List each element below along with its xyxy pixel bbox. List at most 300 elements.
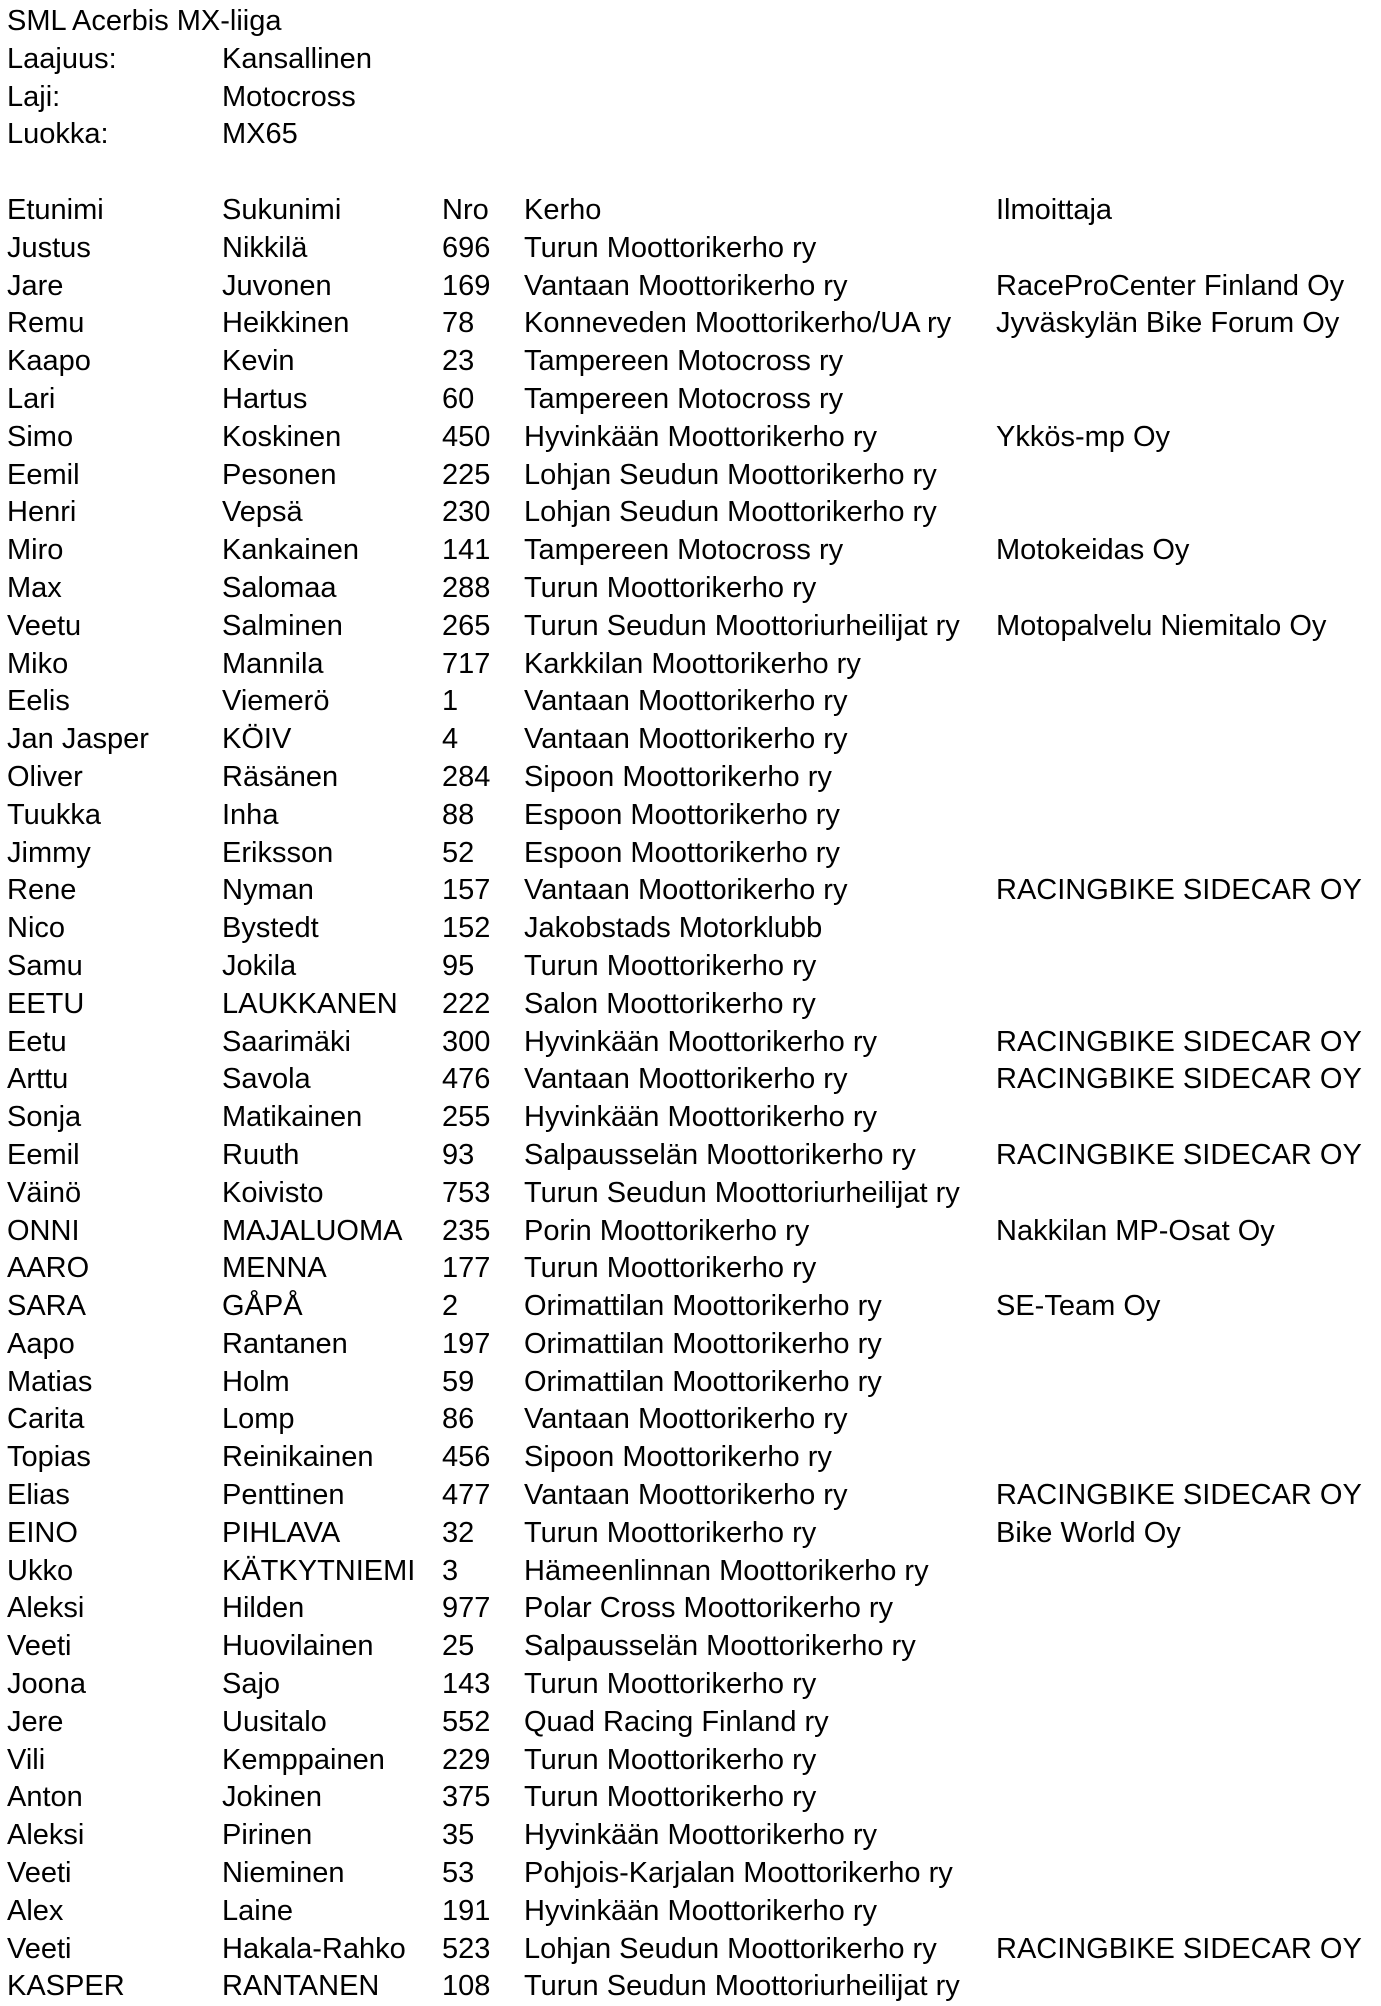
table-row [7,1779,1377,1817]
cell-entrant: RACINGBIKE SIDECAR OY [996,874,1362,907]
cell-club: Polar Cross Moottorikerho ry [524,1592,894,1625]
cell-first-name: AARO [7,1252,90,1285]
cell-last-name: Penttinen [222,1479,345,1512]
cell-first-name: Simo [7,420,74,453]
document [7,3,1377,2006]
cell-last-name: Lomp [222,1403,295,1436]
cell-first-name: Veeti [7,1932,72,1965]
cell-first-name: EETU [7,987,85,1020]
cell-entrant [996,721,1376,759]
cell-last-name: Räsänen [222,760,339,793]
cell-last-name: Mannila [222,647,324,680]
cell-first-name: Miko [7,647,69,680]
cell-last-name: Hilden [222,1592,305,1625]
cell-club: Orimattilan Moottorikerho ry [524,1290,882,1323]
table-row [7,1175,1377,1213]
cell-entrant [996,1817,1376,1855]
cell-entrant [996,1855,1376,1893]
cell-first-name: EINO [7,1516,78,1549]
cell-last-name: GÅPÅ [222,1290,303,1323]
cell-last-name: Hakala-Rahko [222,1932,406,1965]
table-row [7,1213,1377,1251]
header-last-name: Sukunimi [222,193,342,226]
cell-entrant: Motopalvelu Niemitalo Oy [996,609,1327,642]
cell-number: 52 [442,836,475,869]
cell-club: Tampereen Motocross ry [524,345,844,378]
cell-last-name: Huovilainen [222,1630,374,1663]
table-row [7,1439,1377,1477]
cell-entrant [996,948,1376,986]
cell-last-name: Koivisto [222,1176,324,1209]
cell-entrant: RACINGBIKE SIDECAR OY [996,1932,1362,1965]
cell-number: 222 [442,987,491,1020]
table-row [7,646,1377,684]
cell-club: Salpausselän Moottorikerho ry [524,1138,916,1171]
cell-first-name: Max [7,571,62,604]
cell-entrant [996,1628,1376,1666]
meta-label: Laajuus: [7,42,117,75]
cell-club: Turun Moottorikerho ry [524,1743,817,1776]
cell-entrant [996,683,1376,721]
cell-club: Orimattilan Moottorikerho ry [524,1365,882,1398]
table-row [7,1893,1377,1931]
cell-last-name: Laine [222,1894,293,1927]
cell-last-name: Reinikainen [222,1441,374,1474]
cell-last-name: Eriksson [222,836,334,869]
table-row [7,1288,1377,1326]
cell-last-name: Matikainen [222,1101,363,1134]
cell-number: 157 [442,874,491,907]
table-row [7,381,1377,419]
cell-entrant: Jyväskylän Bike Forum Oy [996,307,1340,340]
cell-number: 25 [442,1630,475,1663]
table-row [7,721,1377,759]
table-row [7,835,1377,873]
cell-first-name: Vili [7,1743,46,1776]
cell-club: Quad Racing Finland ry [524,1705,829,1738]
table-row [7,1024,1377,1062]
cell-club: Espoon Moottorikerho ry [524,836,840,869]
cell-entrant: Bike World Oy [996,1516,1181,1549]
cell-last-name: Kemppainen [222,1743,385,1776]
table-row [7,1061,1377,1099]
cell-number: 265 [442,609,491,642]
cell-entrant [996,1893,1376,1931]
cell-last-name: Juvonen [222,269,332,302]
cell-club: Hyvinkään Moottorikerho ry [524,1819,877,1852]
cell-first-name: Anton [7,1781,83,1814]
cell-club: Turun Seudun Moottoriurheilijat ry [524,1176,960,1209]
table-row [7,759,1377,797]
table-row [7,532,1377,570]
cell-club: Orimattilan Moottorikerho ry [524,1327,882,1360]
table-row [7,1590,1377,1628]
cell-first-name: Samu [7,949,83,982]
cell-number: 53 [442,1857,475,1890]
cell-entrant: RaceProCenter Finland Oy [996,269,1345,302]
table-row [7,683,1377,721]
cell-first-name: Jimmy [7,836,91,869]
table-row [7,1666,1377,1704]
cell-first-name: Topias [7,1441,91,1474]
cell-club: Karkkilan Moottorikerho ry [524,647,861,680]
cell-entrant [996,1590,1376,1628]
cell-entrant [996,646,1376,684]
cell-number: 288 [442,571,491,604]
cell-last-name: Rantanen [222,1327,348,1360]
cell-entrant [996,1175,1376,1213]
table-row [7,948,1377,986]
cell-number: 86 [442,1403,475,1436]
cell-last-name: Nieminen [222,1857,345,1890]
cell-number: 523 [442,1932,491,1965]
cell-number: 225 [442,458,491,491]
header-first-name: Etunimi [7,193,104,226]
cell-club: Konneveden Moottorikerho/UA ry [524,307,952,340]
table-row [7,305,1377,343]
cell-number: 78 [442,307,475,340]
cell-number: 95 [442,949,475,982]
cell-entrant [996,494,1376,532]
cell-last-name: Pesonen [222,458,337,491]
table-row [7,230,1377,268]
cell-first-name: Joona [7,1668,87,1701]
meta-row-sport [7,79,1377,117]
cell-last-name: RANTANEN [222,1970,380,2003]
cell-club: Salpausselän Moottorikerho ry [524,1630,916,1663]
cell-club: Turun Moottorikerho ry [524,1668,817,1701]
cell-entrant: RACINGBIKE SIDECAR OY [996,1138,1362,1171]
cell-number: 476 [442,1063,491,1096]
cell-club: Salon Moottorikerho ry [524,987,816,1020]
cell-number: 450 [442,420,491,453]
cell-entrant: SE-Team Oy [996,1290,1161,1323]
cell-number: 230 [442,496,491,529]
table-row [7,608,1377,646]
cell-first-name: ONNI [7,1214,80,1247]
cell-entrant [996,343,1376,381]
cell-last-name: Bystedt [222,912,319,945]
cell-last-name: Pirinen [222,1819,313,1852]
meta-row-scope [7,41,1377,79]
cell-club: Turun Moottorikerho ry [524,571,817,604]
table-row [7,494,1377,532]
cell-number: 35 [442,1819,475,1852]
cell-club: Turun Moottorikerho ry [524,949,817,982]
table-row [7,986,1377,1024]
cell-club: Tampereen Motocross ry [524,382,844,415]
table-row [7,570,1377,608]
cell-number: 552 [442,1705,491,1738]
cell-club: Porin Moottorikerho ry [524,1214,810,1247]
cell-entrant [996,759,1376,797]
cell-club: Vantaan Moottorikerho ry [524,723,848,756]
table-row [7,419,1377,457]
cell-entrant [996,1968,1376,2006]
cell-entrant: RACINGBIKE SIDECAR OY [996,1063,1362,1096]
cell-entrant: RACINGBIKE SIDECAR OY [996,1025,1362,1058]
cell-club: Lohjan Seudun Moottorikerho ry [524,1932,937,1965]
cell-last-name: Holm [222,1365,290,1398]
cell-first-name: Sonja [7,1101,82,1134]
cell-last-name: LAUKKANEN [222,987,398,1020]
cell-last-name: Uusitalo [222,1705,327,1738]
table-row [7,1477,1377,1515]
cell-entrant: RACINGBIKE SIDECAR OY [996,1479,1362,1512]
cell-first-name: Aleksi [7,1819,85,1852]
cell-number: 197 [442,1327,491,1360]
cell-number: 284 [442,760,491,793]
cell-first-name: Kaapo [7,345,91,378]
cell-club: Vantaan Moottorikerho ry [524,1063,848,1096]
cell-first-name: Oliver [7,760,83,793]
cell-last-name: Kankainen [222,534,360,567]
cell-first-name: Lari [7,382,56,415]
cell-entrant [996,1364,1376,1402]
cell-entrant [996,457,1376,495]
cell-last-name: Koskinen [222,420,342,453]
cell-number: 717 [442,647,491,680]
cell-entrant [996,570,1376,608]
cell-entrant [996,1666,1376,1704]
cell-club: Turun Seudun Moottoriurheilijat ry [524,1970,960,2003]
cell-first-name: Justus [7,231,91,264]
document-title: SML Acerbis MX-liiga [7,5,282,37]
cell-last-name: MAJALUOMA [222,1214,403,1247]
table-row [7,1742,1377,1780]
cell-number: 23 [442,345,475,378]
cell-first-name: Matias [7,1365,93,1398]
table-row [7,1553,1377,1591]
cell-entrant [996,230,1376,268]
cell-number: 152 [442,912,491,945]
cell-first-name: Tuukka [7,798,102,831]
meta-label: Luokka: [7,118,109,151]
cell-club: Hyvinkään Moottorikerho ry [524,1894,877,1927]
cell-first-name: Aleksi [7,1592,85,1625]
cell-club: Turun Moottorikerho ry [524,231,817,264]
cell-entrant [996,910,1376,948]
cell-club: Turun Seudun Moottoriurheilijat ry [524,609,960,642]
cell-number: 143 [442,1668,491,1701]
cell-entrant: Motokeidas Oy [996,534,1190,567]
header-number: Nro [442,193,489,226]
cell-number: 300 [442,1025,491,1058]
cell-first-name: Jere [7,1705,64,1738]
table-body [7,230,1377,2006]
table-row [7,910,1377,948]
cell-first-name: Veeti [7,1857,72,1890]
cell-first-name: Jare [7,269,64,302]
table-row [7,1250,1377,1288]
cell-number: 229 [442,1743,491,1776]
cell-club: Vantaan Moottorikerho ry [524,685,848,718]
table-row [7,1401,1377,1439]
cell-club: Turun Moottorikerho ry [524,1252,817,1285]
cell-entrant [996,1779,1376,1817]
cell-first-name: Remu [7,307,85,340]
cell-number: 977 [442,1592,491,1625]
cell-number: 375 [442,1781,491,1814]
cell-club: Turun Moottorikerho ry [524,1781,817,1814]
cell-entrant [996,1099,1376,1137]
table-row [7,268,1377,306]
cell-number: 141 [442,534,491,567]
table-row [7,343,1377,381]
cell-number: 59 [442,1365,475,1398]
spacer [7,154,1377,192]
table-row [7,797,1377,835]
table-row [7,1628,1377,1666]
cell-first-name: Veeti [7,1630,72,1663]
cell-entrant [996,835,1376,873]
cell-first-name: Jan Jasper [7,723,149,756]
cell-last-name: Nyman [222,874,314,907]
cell-number: 2 [442,1290,459,1323]
cell-last-name: Savola [222,1063,311,1096]
cell-first-name: Alex [7,1894,64,1927]
table-row [7,1855,1377,1893]
cell-club: Pohjois-Karjalan Moottorikerho ry [524,1857,953,1890]
table-row [7,1968,1377,2006]
cell-first-name: Arttu [7,1063,69,1096]
cell-number: 169 [442,269,491,302]
table-row [7,1364,1377,1402]
cell-club: Sipoon Moottorikerho ry [524,1441,832,1474]
table-row [7,457,1377,495]
cell-last-name: Ruuth [222,1138,300,1171]
cell-last-name: Jokinen [222,1781,322,1814]
cell-first-name: Aapo [7,1327,75,1360]
cell-last-name: Heikkinen [222,307,350,340]
cell-last-name: Hartus [222,382,308,415]
cell-last-name: Jokila [222,949,297,982]
cell-club: Vantaan Moottorikerho ry [524,1403,848,1436]
meta-value: Kansallinen [222,42,372,75]
cell-number: 477 [442,1479,491,1512]
cell-club: Turun Moottorikerho ry [524,1516,817,1549]
cell-entrant [996,986,1376,1024]
cell-club: Espoon Moottorikerho ry [524,798,840,831]
cell-number: 191 [442,1894,491,1927]
cell-club: Hyvinkään Moottorikerho ry [524,1025,877,1058]
cell-first-name: Väinö [7,1176,82,1209]
table-row [7,1817,1377,1855]
cell-last-name: Saarimäki [222,1025,351,1058]
table-row [7,1099,1377,1137]
header-club: Kerho [524,193,602,226]
cell-club: Hämeenlinnan Moottorikerho ry [524,1554,929,1587]
cell-first-name: Carita [7,1403,85,1436]
header-entrant: Ilmoittaja [996,193,1113,226]
table-row [7,872,1377,910]
meta-value: Motocross [222,80,356,113]
cell-club: Hyvinkään Moottorikerho ry [524,420,877,453]
cell-number: 4 [442,723,459,756]
cell-number: 88 [442,798,475,831]
cell-last-name: Kevin [222,345,295,378]
meta-label: Laji: [7,80,61,113]
cell-first-name: SARA [7,1290,86,1323]
cell-last-name: Vepsä [222,496,303,529]
cell-first-name: Ukko [7,1554,74,1587]
cell-last-name: PIHLAVA [222,1516,341,1549]
cell-first-name: Eemil [7,1138,80,1171]
cell-club: Vantaan Moottorikerho ry [524,874,848,907]
table-row [7,1704,1377,1742]
cell-last-name: Salminen [222,609,343,642]
cell-entrant [996,797,1376,835]
cell-first-name: Henri [7,496,77,529]
cell-first-name: Elias [7,1479,70,1512]
cell-last-name: Viemerö [222,685,330,718]
cell-entrant [996,1553,1376,1591]
cell-number: 235 [442,1214,491,1247]
cell-entrant: Ykkös-mp Oy [996,420,1171,453]
cell-number: 456 [442,1441,491,1474]
table-row [7,1931,1377,1969]
cell-club: Vantaan Moottorikerho ry [524,269,848,302]
cell-first-name: KASPER [7,1970,125,2003]
table-row [7,1137,1377,1175]
cell-number: 32 [442,1516,475,1549]
cell-last-name: Salomaa [222,571,337,604]
cell-club: Sipoon Moottorikerho ry [524,760,832,793]
cell-number: 255 [442,1101,491,1134]
document-title-row [7,3,1377,41]
cell-entrant [996,1401,1376,1439]
cell-club: Tampereen Motocross ry [524,534,844,567]
cell-first-name: Eemil [7,458,80,491]
table-row [7,1515,1377,1553]
cell-number: 60 [442,382,475,415]
cell-first-name: Eetu [7,1025,67,1058]
meta-row-class [7,116,1377,154]
cell-last-name: Inha [222,798,279,831]
cell-club: Vantaan Moottorikerho ry [524,1479,848,1512]
table-row [7,1326,1377,1364]
cell-entrant [996,1704,1376,1742]
cell-club: Jakobstads Motorklubb [524,912,823,945]
cell-first-name: Rene [7,874,77,907]
cell-last-name: Sajo [222,1668,281,1701]
cell-last-name: MENNA [222,1252,327,1285]
cell-first-name: Veetu [7,609,82,642]
cell-entrant [996,1742,1376,1780]
cell-number: 3 [442,1554,459,1587]
cell-entrant [996,1439,1376,1477]
cell-last-name: KÖIV [222,723,292,756]
cell-number: 696 [442,231,491,264]
cell-last-name: KÄTKYTNIEMI [222,1554,416,1587]
cell-first-name: Nico [7,912,66,945]
meta-value: MX65 [222,118,298,151]
cell-number: 1 [442,685,459,718]
cell-last-name: Nikkilä [222,231,308,264]
cell-number: 753 [442,1176,491,1209]
cell-club: Lohjan Seudun Moottorikerho ry [524,458,937,491]
table-header-row [7,192,1377,230]
cell-club: Hyvinkään Moottorikerho ry [524,1101,877,1134]
cell-entrant [996,1250,1376,1288]
cell-first-name: Miro [7,534,64,567]
cell-entrant [996,1326,1376,1364]
cell-entrant: Nakkilan MP-Osat Oy [996,1214,1275,1247]
cell-entrant [996,381,1376,419]
cell-number: 177 [442,1252,491,1285]
cell-club: Lohjan Seudun Moottorikerho ry [524,496,937,529]
cell-number: 93 [442,1138,475,1171]
